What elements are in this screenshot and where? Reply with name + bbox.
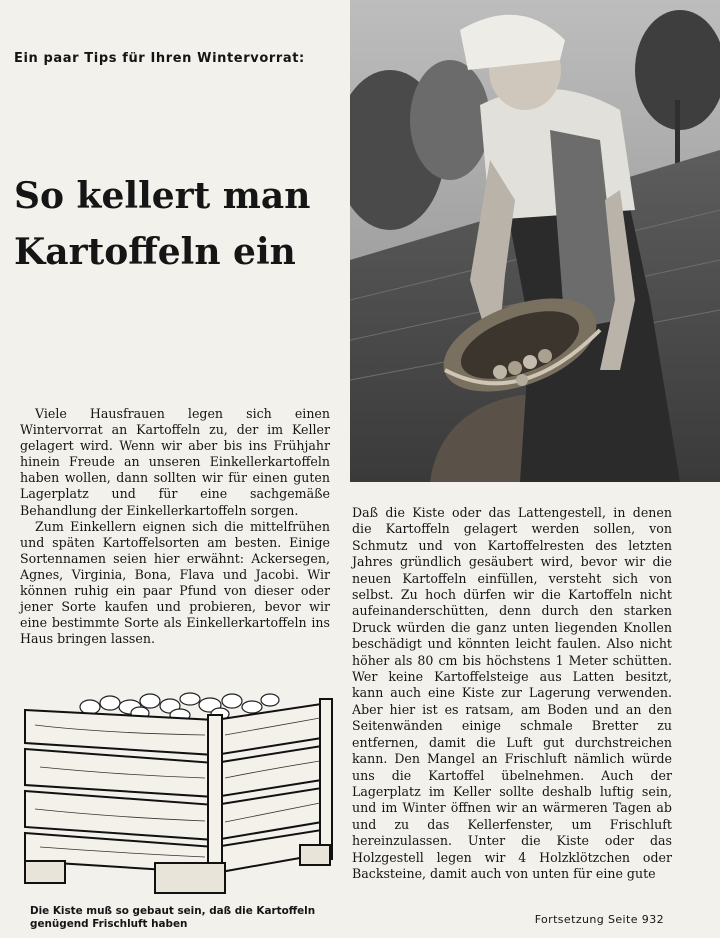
headline-line-2: Kartoffeln ein xyxy=(14,231,296,273)
photo-woman-with-potato-basket xyxy=(350,0,720,482)
continued-note: Fortsetzung Seite 932 xyxy=(534,913,664,926)
right-column xyxy=(352,505,672,882)
crate-illustration xyxy=(20,685,340,900)
left-column xyxy=(20,406,330,647)
left-paragraph-2: Zum Einkellern eignen sich die mittelfrühen und späten Kartoffelsorten am besten. Einige Sortennamen seien hier erwähnt: Ackersegen, Agnes, Virginia, Bona, Flava und Jacobi. Wir können ruhig ein paar Pfund von dieser oder jener Sorte kaufen und probieren, bevor wir eine bestimmte Sorte als Einkellerkartoffeln ins Haus bringen lassen. xyxy=(20,518,330,647)
photo-illustration xyxy=(350,0,720,482)
headline xyxy=(14,168,334,280)
illustration-caption: Die Kiste muß so gebaut sein, daß die Kartoffeln genügend Frischluft haben xyxy=(30,905,316,930)
headline-line-1: So kellert man xyxy=(14,175,311,217)
right-paragraph-1: Daß die Kiste oder das Lattengestell, in denen die Kartoffeln gelagert werden sollen, von Schmutz und von Kartoffelresten des letzten Jahres gründlich gesäubert wird, bevor wir die neuen Kartoffeln einfüllen, versteht sich von selbst. Zu hoch dürfen wir die Kartoffeln nicht aufeinanderschütten, denn durch den starken Druck würden die ganz unten liegenden Knollen beschädigt und könnten leicht faulen. Also nicht höher als 80 cm bis höchstens 1 Meter schütten. Wer keine Kartoffelsteige aus Latten besitzt, kann auch eine Kiste zur Lagerung verwenden. Aber hier ist es ratsam, am Boden und an den Seitenwänden einige schmale Bretter zu entfernen, damit die Luft gut durchstreichen kann. Den Mangel an Frischluft nämlich würde uns die Kartoffel übelnehmen. Auch der Lagerplatz im Keller sollte deshalb luftig sein, und im Winter öffnen wir an wärmeren Tagen ab und zu das Kellerfenster, um Frischluft hereinzulassen. Unter die Kiste oder das Holzgestell legen wir 4 Holzklötzchen oder Backsteine, damit auch von unten für eine gute xyxy=(352,505,672,881)
kicker: Ein paar Tips für Ihren Wintervorrat: xyxy=(14,51,305,66)
left-paragraph-1: Viele Hausfrauen legen sich einen Wintervorrat an Kartoffeln zu, der im Keller gelagert wird. Wenn wir aber bis ins Frühjahr hinein Freude an unseren Einkellerkartoffeln haben wollen, dann sollten wir für einen guten Lagerplatz und für eine sachgemäße Behandlung der Einkellerkartoffeln sorgen. xyxy=(20,406,330,518)
crate-slats xyxy=(25,699,332,893)
